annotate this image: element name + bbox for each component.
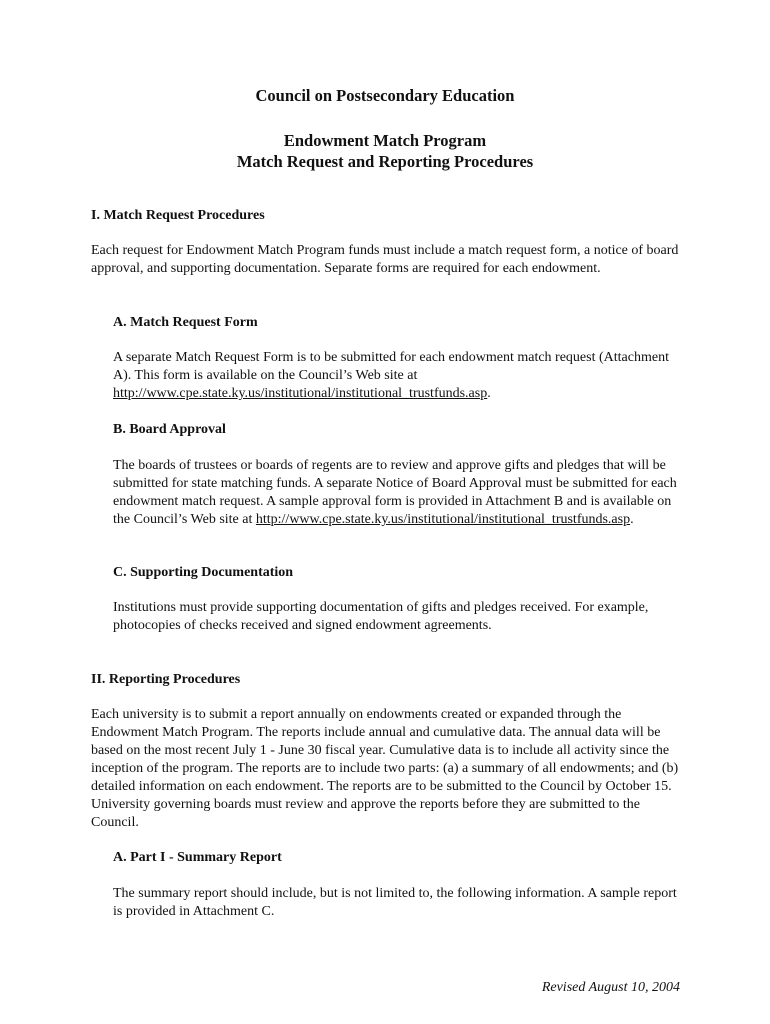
revision-date: Revised August 10, 2004	[541, 980, 680, 995]
program-title: Endowment Match Program	[283, 131, 487, 150]
section-2-intro: Each university is to submit a report annually on endowments created or expanded through the Endowment Match Program. The reports include annual and cumulative data. The annual data will be based on the most recent July 1 - June 30 fiscal year. Cumulative data is to include all activity since the inception of the program. The reports are to include two parts: (a) a summary of all endowments; and (b) detailed information on each endowment. The reports are to be submitted to the Council by October 15. University governing boards must review and approve the reports before they are submitted to the Council.	[91, 707, 679, 830]
section-1b-heading: B. Board Approval	[113, 422, 226, 437]
section-1c-text: Institutions must provide supporting documentation of gifts and pledges received. For example, photocopies of checks received and signed endowment agreements.	[113, 600, 649, 633]
section-2a-heading: A. Part I - Summary Report	[113, 850, 282, 865]
section-1-intro: Each request for Endowment Match Program funds must include a match request form, a notice of board approval, and supporting documentation. Separate forms are required for each endowment.	[91, 243, 679, 276]
section-1c-heading: C. Supporting Documentation	[113, 565, 294, 580]
section-1b-paragraph	[113, 457, 683, 529]
section-1-heading: I. Match Request Procedures	[91, 208, 265, 223]
section-1a-heading: A. Match Request Form	[113, 315, 258, 330]
section-1a-paragraph	[113, 349, 683, 403]
section-1b-link[interactable]: http://www.cpe.state.ky.us/institutional/institutional_trustfunds.asp	[255, 512, 631, 527]
document-subtitle: Match Request and Reporting Procedures	[236, 152, 534, 171]
section-1b-text: The boards of trustees or boards of regents are to review and approve gifts and pledges that will be submitted for state matching funds. A separate Notice of Board Approval must be submitted for each endowment match request. A sample approval form is provided in Attachment B and is available on the Council’s Web site at	[113, 458, 677, 527]
section-1a-link[interactable]: http://www.cpe.state.ky.us/institutional/institutional_trustfunds.asp	[113, 386, 488, 401]
section-1b-period: .	[630, 512, 634, 527]
section-2a-text: The summary report should include, but is not limited to, the following information. A sample report is provided in Attachment C.	[113, 886, 677, 919]
section-1a-text: A separate Match Request Form is to be submitted for each endowment match request (Attachment A). This form is available on the Council’s Web site at	[113, 350, 669, 383]
section-1a-period: .	[487, 386, 491, 401]
organization-title: Council on Postsecondary Education	[255, 86, 515, 105]
section-2-heading: II. Reporting Procedures	[91, 672, 241, 687]
